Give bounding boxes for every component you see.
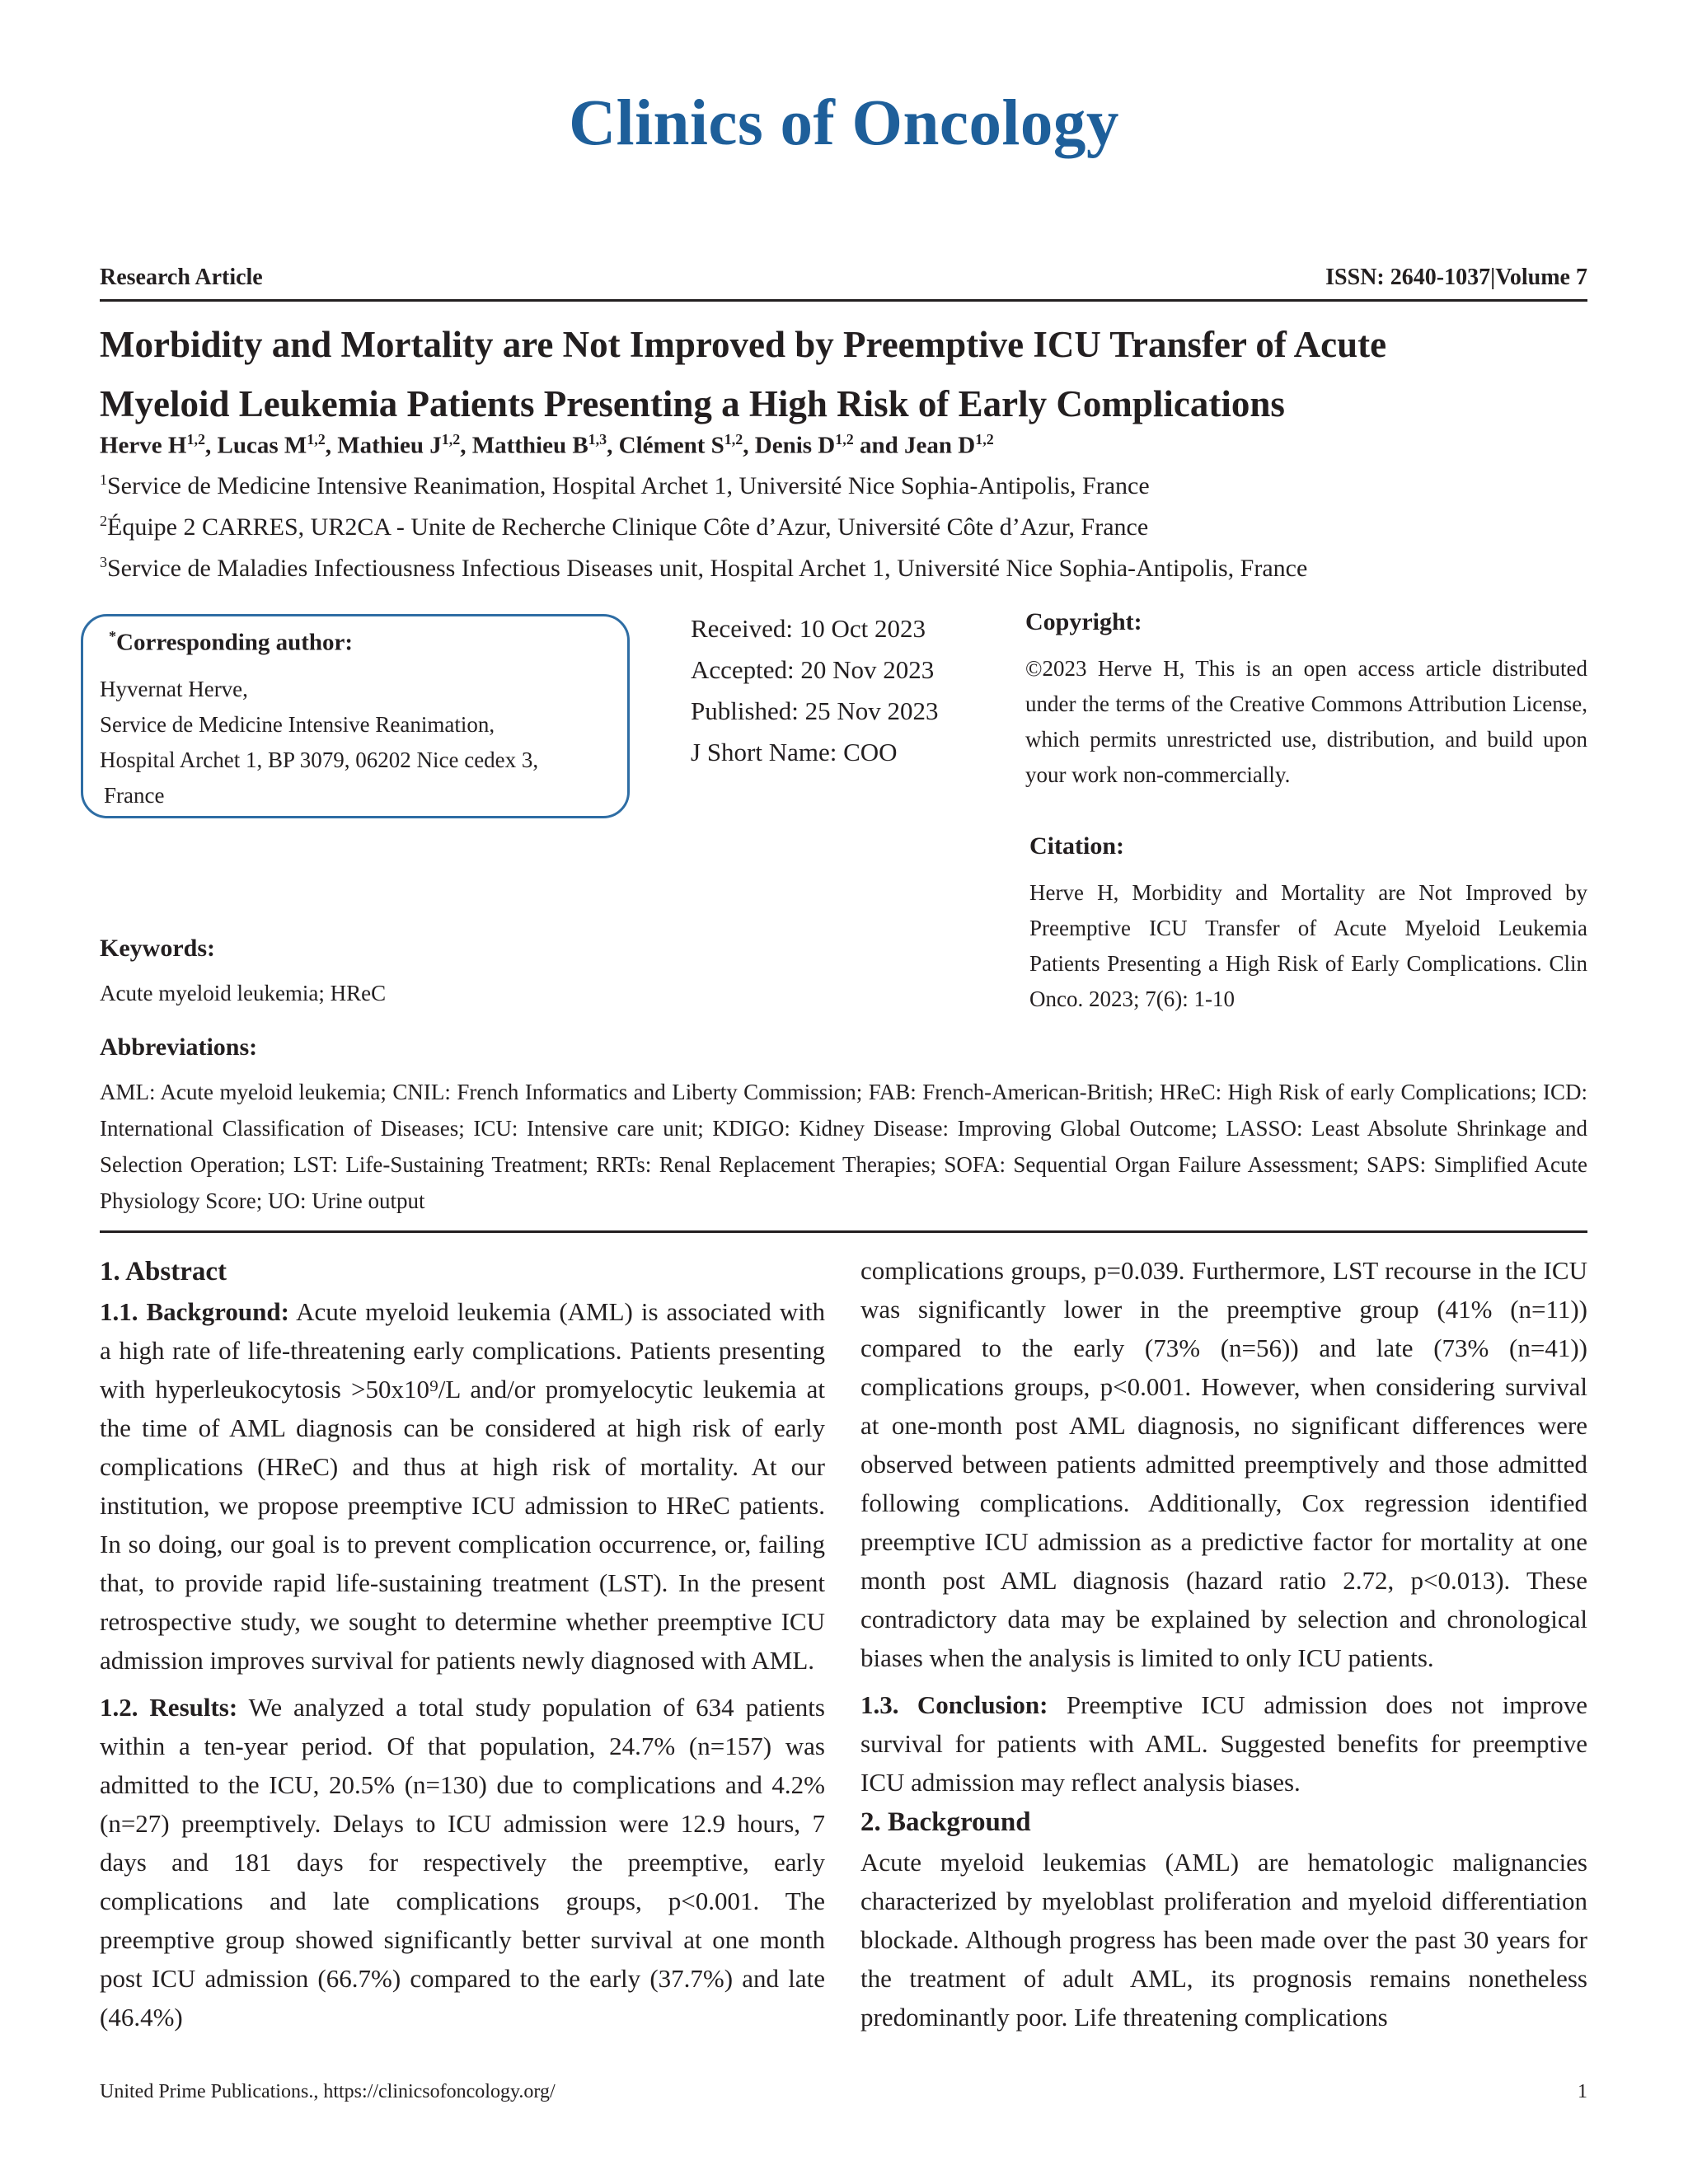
- results-text: We analyzed a total study population of 634 patients within a ten-year period. Of that population, 24.7% (n=157) was admitted to the ICU, 20.5% (n=130) due to complications and 4.2% (n=27) preemptively. Delays to ICU admission were 12.9 hours, 7 days and 181 days for respectively the preemptive, early complications and late complications groups, p<0.001. The preemptive group showed significantly better survival at one month post ICU admission (66.7%) compared to the early (37.7%) and late (46.4%): [100, 1693, 825, 2032]
- title-line-2: Myeloid Leukemia Patients Presenting a High Risk of Early Complications: [100, 383, 1285, 424]
- published-date: Published: 25 Nov 2023: [691, 696, 939, 725]
- footer-publisher: United Prime Publications., https://clinicsofoncology.org/: [100, 2081, 556, 2102]
- author-name: Denis D: [754, 432, 836, 459]
- publication-dates: [691, 608, 939, 773]
- background-heading: 2. Background: [860, 1807, 1031, 1837]
- abstract-heading: 1. Abstract: [100, 1257, 227, 1286]
- author-separator: and: [853, 432, 904, 459]
- page-number: 1: [1578, 2081, 1587, 2102]
- author-separator: ,: [743, 432, 755, 459]
- abstract-results-continued: complications groups, p=0.039. Furthermore, LST recourse in the ICU was significantly lower in the preemptive group (41% (n=11)) compared to the early (73% (n=56)) and late (73% (n=41)) complications groups, p<0.001. However, when considering survival at one-month post AML diagnosis, no significant differences were observed between patients admitted preemptively and those admitted following complications. Additionally, Cox regression identified preemptive ICU admission as a predictive factor for mortality at one month post AML diagnosis (hazard ratio 2.72, p<0.013). These contradictory data may be explained by selection and chronological biases when the analysis is limited to only ICU patients.: [860, 1256, 1587, 1672]
- corresponding-author-line: Hospital Archet 1, BP 3079, 06202 Nice cedex 3,: [100, 748, 539, 772]
- abstract-background: [100, 1292, 825, 1680]
- conclusion-text: Preemptive ICU admission does not improve survival for patients with AML. Suggested benefits for preemptive ICU admission may reflect analysis biases.: [860, 1690, 1587, 1797]
- keywords-text: Acute myeloid leukemia; HReC: [100, 981, 387, 1005]
- affiliation-2: [100, 513, 1587, 541]
- author-name: Herve H: [100, 432, 187, 459]
- asterisk: *: [109, 628, 116, 644]
- affiliation-number: 3: [100, 554, 107, 570]
- author-affiliation-marker: 1,2: [186, 431, 205, 448]
- received-date: Received: 10 Oct 2023: [691, 614, 926, 643]
- affiliation-text: Équipe 2 CARRES, UR2CA - Unite de Recherche Clinique Côte d’Azur, Université Côte d’Azur, France: [107, 513, 1149, 541]
- background-label: 1.1. Background:: [100, 1297, 289, 1326]
- affiliation-3: [100, 554, 1587, 583]
- author-name: Lucas M: [217, 432, 307, 459]
- author-name: Jean D: [904, 432, 976, 459]
- left-column: [100, 1251, 825, 2036]
- affiliation-text: Service de Maladies Infectiousness Infectious Diseases unit, Hospital Archet 1, Université Nice Sophia-Antipolis, France: [107, 555, 1308, 582]
- results-label: 1.2. Results:: [100, 1693, 238, 1722]
- author-separator: ,: [607, 432, 619, 459]
- abbreviations-text: AML: Acute myeloid leukemia; CNIL: French Informatics and Liberty Commission; FAB: French-American-British; HReC: High Risk of early Complications; ICD: International Classification of Diseases; ICU: Intensive care unit; KDIGO: Kidney Disease: Improving Global Outcome; LASSO: Least Absolute Shrinkage and Selection Operation; LST: Life-Sustaining Treatment; RRTs: Renal Replacement Therapies; SOFA: Sequential Organ Failure Assessment; SAPS: Simplified Acute Physiology Score; UO: Urine output: [100, 1080, 1587, 1213]
- author-name: Matthieu B: [471, 432, 588, 459]
- author-separator: ,: [325, 432, 338, 459]
- section-rule: [100, 1230, 1587, 1233]
- citation-text: Herve H, Morbidity and Mortality are Not Improved by Preemptive ICU Transfer of Acute Myeloid Leukemia Patients Presenting a High Risk of Early Complications. Clin Onco. 2023; 7(6): 1-10: [1029, 880, 1587, 1011]
- accepted-date: Accepted: 20 Nov 2023: [691, 655, 935, 684]
- author-separator: ,: [204, 432, 218, 459]
- background-text: Acute myeloid leukemia (AML) is associated with a high rate of life-threatening early complications. Patients presenting with hyperleukocytosis >50x10⁹/L and/or promyelocytic leukemia at the time of AML diagnosis can be considered at high risk of early complications (HReC) and thus at high risk of mortality. At our institution, we propose preemptive ICU admission to HReC patients. In so doing, our goal is to prevent complication occurrence, or, failing that, to provide rapid life-sustaining treatment (LST). In the present retrospective study, we sought to determine whether preemptive ICU admission improves survival for patients newly diagnosed with AML.: [100, 1297, 825, 1675]
- abstract-conclusion: [860, 1685, 1587, 1802]
- abstract-results: [100, 1688, 825, 2036]
- copyright-text: ©2023 Herve H, This is an open access article distributed under the terms of the Creative Commons Attribution License, which permits unrestricted use, distribution, and build upon your work non-commercially.: [1025, 656, 1587, 787]
- affiliation-number: 2: [100, 513, 107, 529]
- conclusion-label: 1.3. Conclusion:: [860, 1690, 1048, 1719]
- right-column: [860, 1251, 1587, 2036]
- author-affiliation-marker: 1,2: [975, 431, 994, 448]
- author-name: Mathieu J: [337, 432, 442, 459]
- corresponding-author-line: Hyvernat Herve,: [100, 677, 248, 701]
- keywords-heading: Keywords:: [100, 935, 215, 962]
- background-body: Acute myeloid leukemias (AML) are hematologic malignancies characterized by myeloblast proliferation and myeloid differentiation blockade. Although progress has been made over the past 30 years for the treatment of adult AML, its prognosis remains nonetheless predominantly poor. Life threatening complications: [860, 1848, 1587, 2032]
- author-name: Clément S: [618, 432, 724, 459]
- author-separator: ,: [460, 432, 472, 459]
- header-rule: [100, 299, 1587, 302]
- author-list: [100, 431, 1587, 460]
- citation-heading: Citation:: [1029, 832, 1124, 860]
- article-type: Research Article: [100, 265, 263, 290]
- corresponding-author-line: Service de Medicine Intensive Reanimation,: [100, 712, 495, 737]
- title-line-1: Morbidity and Mortality are Not Improved by Preemptive ICU Transfer of Acute: [100, 324, 1387, 365]
- copyright-heading: Copyright:: [1025, 608, 1142, 635]
- author-affiliation-marker: 1,2: [441, 431, 461, 448]
- author-affiliation-marker: 1,3: [588, 431, 607, 448]
- journal-title: Clinics of Oncology: [569, 87, 1119, 159]
- affiliation-1: [100, 471, 1587, 500]
- article-title: [100, 315, 1587, 434]
- author-affiliation-marker: 1,2: [835, 431, 854, 448]
- issn-volume: ISSN: 2640-1037|Volume 7: [1325, 265, 1587, 290]
- journal-short-name: J Short Name: COO: [691, 738, 898, 766]
- affiliation-text: Service de Medicine Intensive Reanimation, Hospital Archet 1, Université Nice Sophia-Antipolis, France: [107, 472, 1150, 499]
- abbreviations-heading: Abbreviations:: [100, 1033, 258, 1061]
- corresponding-author-heading: *Corresponding author:: [109, 628, 354, 656]
- corresponding-author-line: France: [104, 783, 165, 808]
- author-affiliation-marker: 1,2: [307, 431, 326, 448]
- author-affiliation-marker: 1,2: [724, 431, 743, 448]
- affiliation-number: 1: [100, 471, 107, 488]
